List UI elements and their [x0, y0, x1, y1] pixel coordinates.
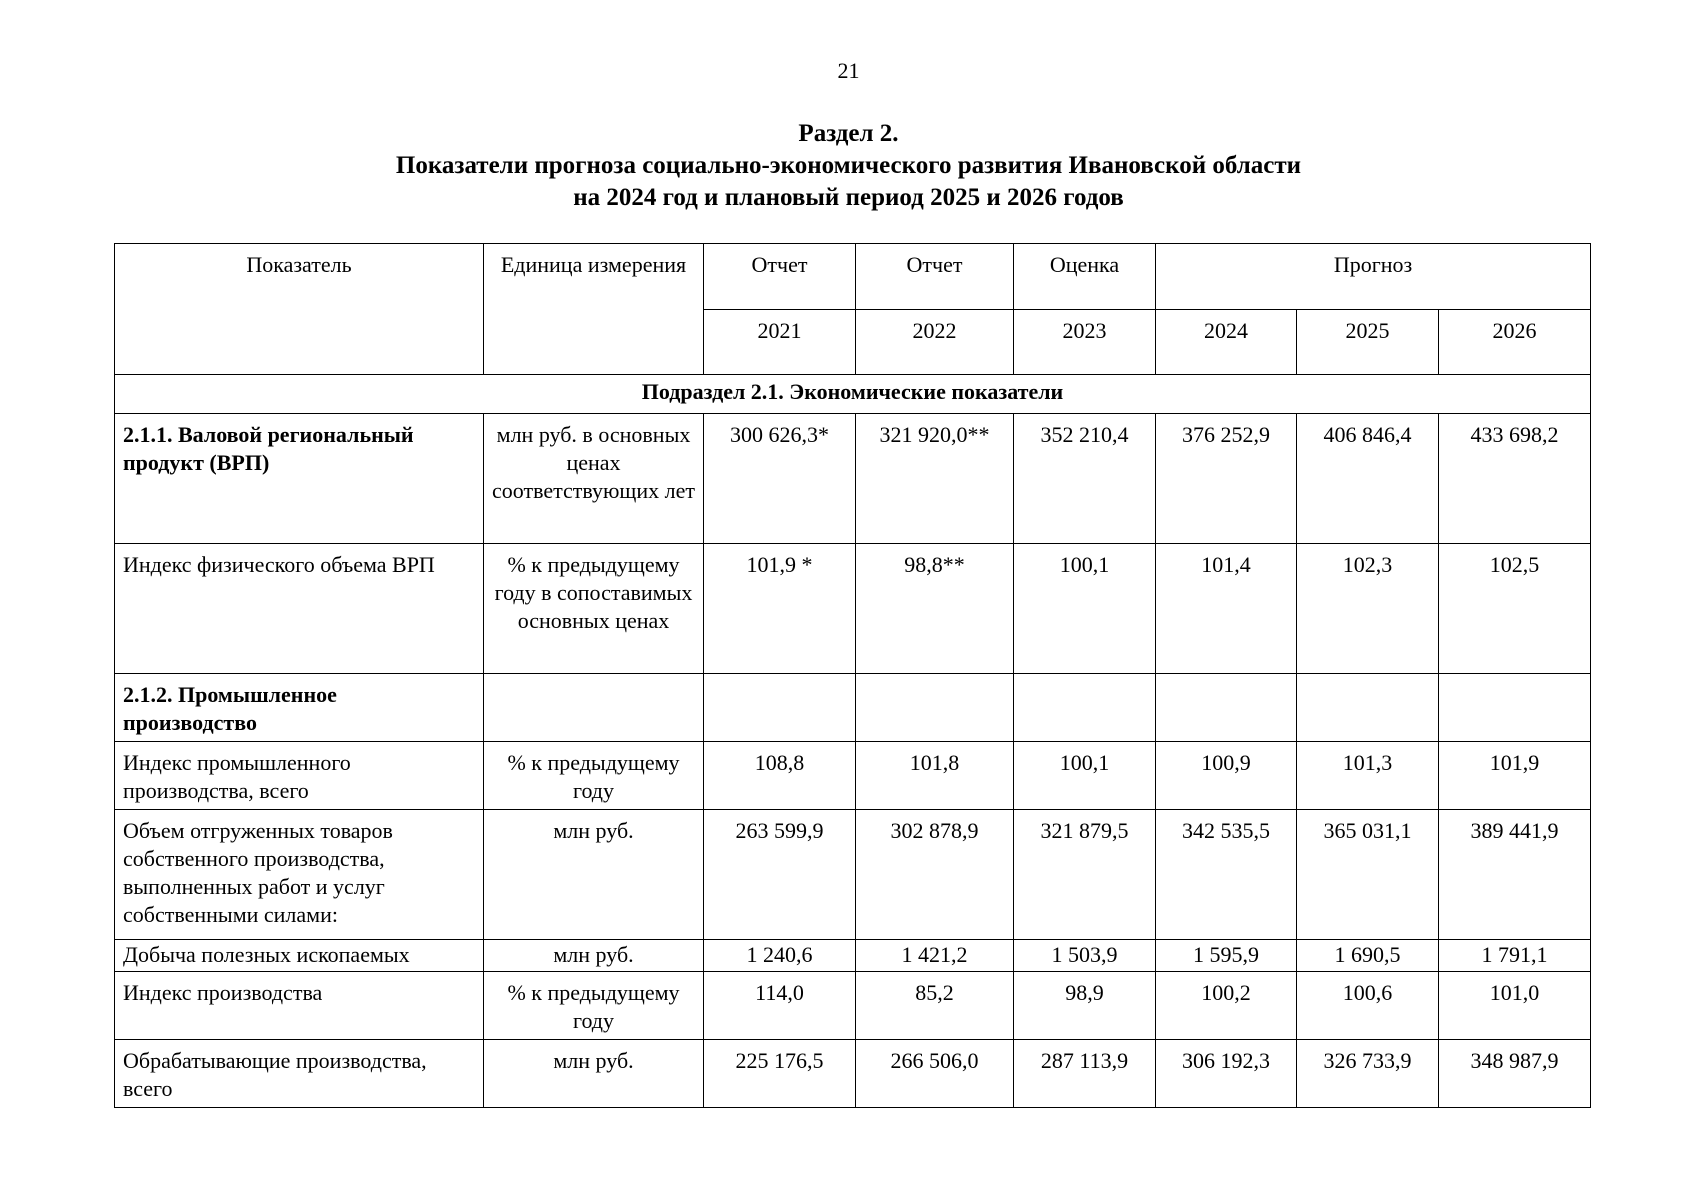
header-year: 2025 — [1297, 310, 1439, 375]
row-value: 406 846,4 — [1297, 414, 1439, 544]
table-row — [115, 972, 1591, 1040]
row-value: 98,9 — [1014, 972, 1156, 1040]
subsection-title: Подраздел 2.1. Экономические показатели — [115, 375, 1591, 414]
section-title — [0, 118, 1697, 214]
row-value: 102,3 — [1297, 544, 1439, 674]
row-value — [1439, 674, 1591, 742]
row-value: 376 252,9 — [1156, 414, 1297, 544]
row-value: 1 690,5 — [1297, 940, 1439, 972]
table-row — [115, 1040, 1591, 1108]
row-value: 101,8 — [856, 742, 1014, 810]
row-value: 300 626,3* — [704, 414, 856, 544]
row-unit: млн руб. — [484, 940, 704, 972]
row-value: 1 595,9 — [1156, 940, 1297, 972]
row-value: 85,2 — [856, 972, 1014, 1040]
row-value: 433 698,2 — [1439, 414, 1591, 544]
row-indicator: Обрабатывающие производства, всего — [115, 1040, 484, 1108]
header-year: 2023 — [1014, 310, 1156, 375]
row-value: 100,1 — [1014, 544, 1156, 674]
row-indicator: Индекс производства — [115, 972, 484, 1040]
header-year: 2021 — [704, 310, 856, 375]
row-indicator: Добыча полезных ископаемых — [115, 940, 484, 972]
row-value: 101,9 * — [704, 544, 856, 674]
subsection-row — [115, 375, 1591, 414]
row-indicator: Индекс физического объема ВРП — [115, 544, 484, 674]
row-value: 1 421,2 — [856, 940, 1014, 972]
section-title-line-3: на 2024 год и плановый период 2025 и 2026 годов — [573, 184, 1124, 211]
section-title-line-2: Показатели прогноза социально-экономического развития Ивановской области — [395, 152, 1302, 179]
row-unit — [484, 674, 704, 742]
table-row — [115, 674, 1591, 742]
row-value: 100,1 — [1014, 742, 1156, 810]
row-value — [1014, 674, 1156, 742]
row-value: 225 176,5 — [704, 1040, 856, 1108]
row-indicator: Объем отгруженных товаров собственного производства, выполненных работ и услуг собственными силами: — [115, 810, 484, 940]
row-value: 101,3 — [1297, 742, 1439, 810]
row-value: 365 031,1 — [1297, 810, 1439, 940]
row-value: 101,0 — [1439, 972, 1591, 1040]
row-value — [1297, 674, 1439, 742]
row-value: 1 791,1 — [1439, 940, 1591, 972]
table-row — [115, 940, 1591, 972]
table-row — [115, 544, 1591, 674]
row-value: 321 920,0** — [856, 414, 1014, 544]
row-value: 266 506,0 — [856, 1040, 1014, 1108]
row-value: 100,2 — [1156, 972, 1297, 1040]
table-row — [115, 742, 1591, 810]
row-unit: млн руб. — [484, 810, 704, 940]
row-value: 114,0 — [704, 972, 856, 1040]
row-unit: млн руб. в основных ценах соответствующих лет — [484, 414, 704, 544]
row-value: 352 210,4 — [1014, 414, 1156, 544]
row-value: 389 441,9 — [1439, 810, 1591, 940]
row-value: 1 503,9 — [1014, 940, 1156, 972]
header-unit: Единица измерения — [484, 244, 704, 375]
header-report-2021: Отчет — [704, 244, 856, 310]
row-value: 1 240,6 — [704, 940, 856, 972]
row-value: 101,9 — [1439, 742, 1591, 810]
row-value — [1156, 674, 1297, 742]
table-row — [115, 810, 1591, 940]
row-unit: млн руб. — [484, 1040, 704, 1108]
row-value: 326 733,9 — [1297, 1040, 1439, 1108]
page-number: 21 — [837, 58, 860, 83]
header-estimate: Оценка — [1014, 244, 1156, 310]
row-value: 102,5 — [1439, 544, 1591, 674]
row-value: 101,4 — [1156, 544, 1297, 674]
header-indicator: Показатель — [115, 244, 484, 375]
row-value: 302 878,9 — [856, 810, 1014, 940]
row-indicator: 2.1.1. Валовой региональный продукт (ВРП) — [115, 414, 484, 544]
row-unit: % к предыдущему году — [484, 972, 704, 1040]
table-row — [115, 414, 1591, 544]
header-year: 2026 — [1439, 310, 1591, 375]
header-report-2022: Отчет — [856, 244, 1014, 310]
row-value — [704, 674, 856, 742]
row-unit: % к предыдущему году — [484, 742, 704, 810]
row-value — [856, 674, 1014, 742]
row-indicator: 2.1.2. Промышленное производство — [115, 674, 484, 742]
header-year: 2024 — [1156, 310, 1297, 375]
row-value: 342 535,5 — [1156, 810, 1297, 940]
header-forecast: Прогноз — [1156, 244, 1591, 310]
row-value: 98,8** — [856, 544, 1014, 674]
header-year: 2022 — [856, 310, 1014, 375]
row-unit: % к предыдущему году в сопоставимых основных ценах — [484, 544, 704, 674]
row-value: 348 987,9 — [1439, 1040, 1591, 1108]
row-value: 100,6 — [1297, 972, 1439, 1040]
row-value: 287 113,9 — [1014, 1040, 1156, 1108]
forecast-table — [114, 243, 1591, 1108]
row-value: 263 599,9 — [704, 810, 856, 940]
row-value: 100,9 — [1156, 742, 1297, 810]
row-value: 108,8 — [704, 742, 856, 810]
row-value: 321 879,5 — [1014, 810, 1156, 940]
table-header-row — [115, 244, 1591, 310]
row-value: 306 192,3 — [1156, 1040, 1297, 1108]
section-title-line-1: Раздел 2. — [798, 120, 899, 147]
row-indicator: Индекс промышленного производства, всего — [115, 742, 484, 810]
